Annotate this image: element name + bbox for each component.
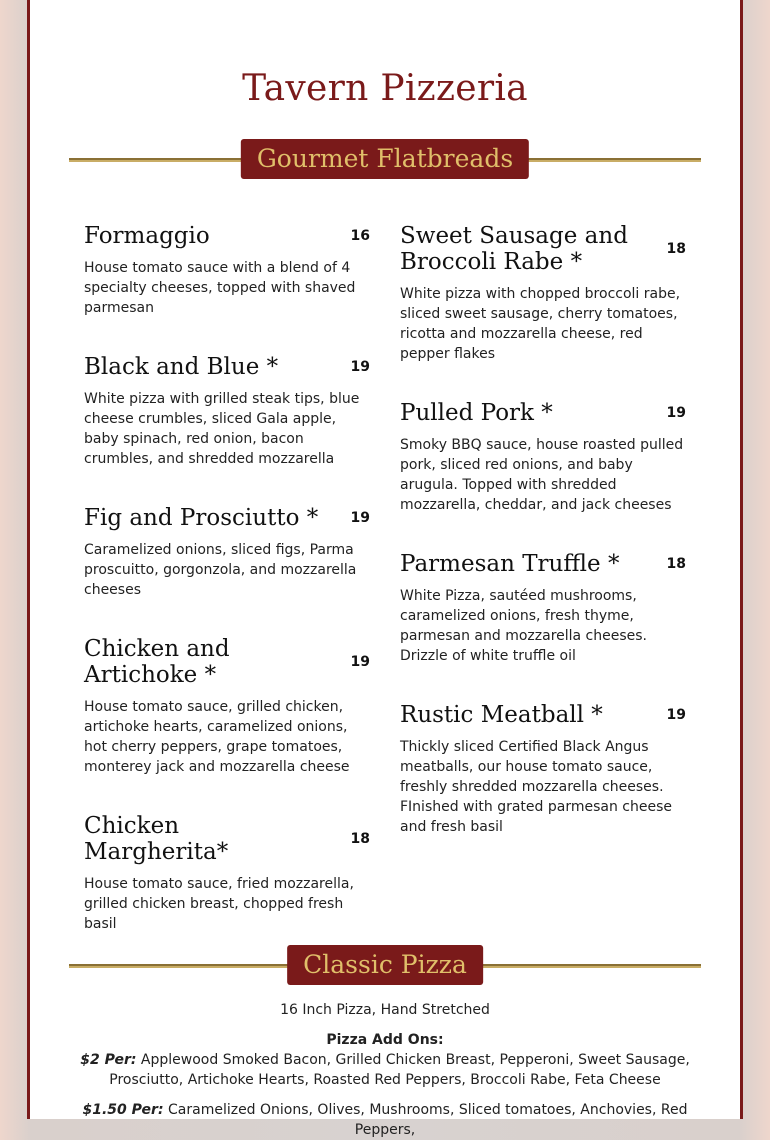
menu-item-price: 18 [350,831,370,847]
menu-item [84,223,370,318]
addons-tier-1-items: Applewood Smoked Bacon, Grilled Chicken Breast, Pepperoni, Sweet Sausage, Prosciutto, Artichoke Hearts, Roasted Red Peppers, Broccoli Rabe, Feta Cheese [109,1052,690,1088]
menu-item-name: Chicken Margherita* [84,813,229,865]
menu-item [400,223,686,364]
menu-item-price: 19 [350,510,370,526]
menu-item-name: Black and Blue * [84,354,279,380]
menu-item-name: Fig and Prosciutto * [84,505,319,531]
menu-item-description: White pizza with grilled steak tips, blue cheese crumbles, sliced Gala apple, baby spinach, red onion, bacon crumbles, and shredded mozzarella [84,391,360,467]
menu-item-name: Pulled Pork * [400,400,553,426]
addons-tier-1 [69,1050,701,1090]
menu-item-price: 19 [666,707,686,723]
addons-label: Pizza Add Ons: [326,1032,444,1048]
menu-item-price: 18 [666,241,686,257]
addons-tier-2-items: Caramelized Onions, Olives, Mushrooms, Sliced tomatoes, Anchovies, Red Peppers, [168,1102,688,1138]
menu-item-price: 18 [666,556,686,572]
menu-item-name: Chicken and Artichoke * [84,636,230,688]
menu-item [84,813,370,934]
menu-item-description: White Pizza, sautéed mushrooms, caramelized onions, fresh thyme, parmesan and mozzarella cheeses. Drizzle of white truffle oil [400,588,648,664]
menu-item [84,636,370,777]
menu-item-price: 19 [350,654,370,670]
classic-subtitle: 16 Inch Pizza, Hand Stretched [280,1002,490,1018]
menu-item-name: Sweet Sausage and Broccoli Rabe * [400,223,628,275]
section-title-classic: Classic Pizza [287,945,483,985]
menu-item-name: Rustic Meatball * [400,702,603,728]
menu-item [400,400,686,515]
menu-item [400,702,686,837]
menu-item-description: House tomato sauce, fried mozzarella, grilled chicken breast, chopped fresh basil [84,876,354,932]
menu-item-name: Parmesan Truffle * [400,551,620,577]
menu-item [84,354,370,469]
restaurant-title: Tavern Pizzeria [242,68,528,109]
menu-item-description: Smoky BBQ sauce, house roasted pulled pork, sliced red onions, and baby arugula. Topped with shredded mozzarella, cheddar, and jack cheeses [400,437,684,513]
menu-item-description: White pizza with chopped broccoli rabe, sliced sweet sausage, cherry tomatoes, ricotta and mozzarella cheese, red pepper flakes [400,286,681,362]
menu-item-price: 19 [350,359,370,375]
section-title-flatbreads: Gourmet Flatbreads [241,139,529,179]
menu-item-price: 19 [666,405,686,421]
addons-tier-2-price: $1.50 Per: [82,1102,164,1118]
menu-item [84,505,370,600]
addons-tier-2 [69,1100,701,1140]
menu-item-price: 16 [350,228,370,244]
menu-item-description: Caramelized onions, sliced figs, Parma proscuitto, gorgonzola, and mozzarella cheeses [84,542,357,598]
menu-item [400,551,686,666]
menu-page [27,0,743,1138]
menu-item-description: House tomato sauce with a blend of 4 specialty cheeses, topped with shaved parmesan [84,260,356,316]
menu-item-description: Thickly sliced Certified Black Angus meatballs, our house tomato sauce, freshly shredded mozzarella cheeses. FInished with grated parmesan cheese and fresh basil [400,739,673,835]
menu-item-description: House tomato sauce, grilled chicken, artichoke hearts, caramelized onions, hot cherry peppers, grape tomatoes, monterey jack and mozzarella cheese [84,699,350,775]
section-header-classic [69,945,701,987]
section-header-flatbreads [69,139,701,181]
addons-tier-1-price: $2 Per: [80,1052,137,1068]
menu-item-name: Formaggio [84,223,210,249]
